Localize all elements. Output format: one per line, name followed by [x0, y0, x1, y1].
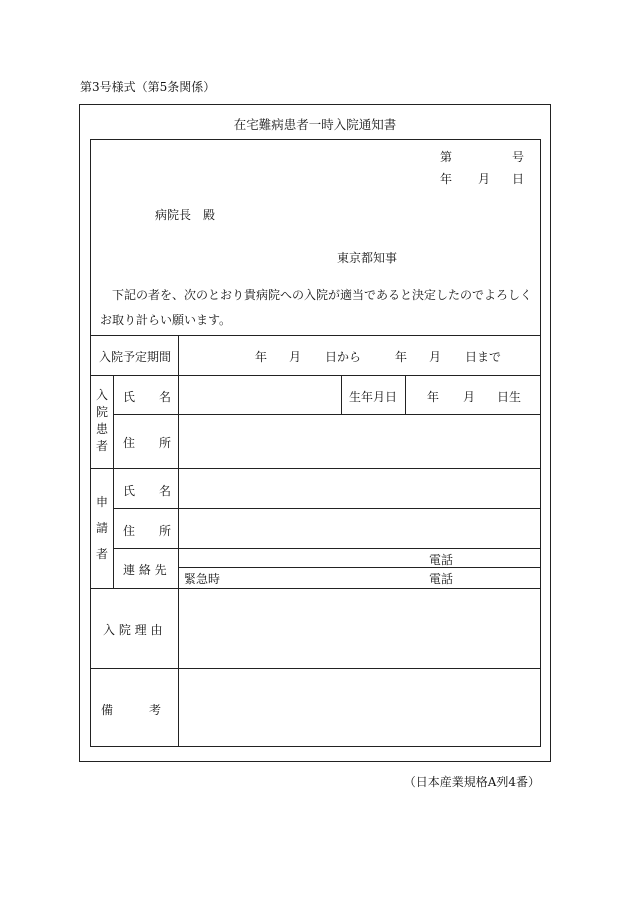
- paper-size-note: （日本産業規格A列4番）: [403, 775, 540, 789]
- doc-number-suffix: 号: [512, 150, 525, 164]
- period-month-1: 月: [289, 350, 302, 364]
- divider-birth-label-right: [405, 375, 406, 414]
- patient-birth-day: 日生: [497, 390, 522, 404]
- divider-label-column: [178, 335, 179, 746]
- issue-year: 年: [440, 172, 453, 186]
- divider-birth-label-left: [341, 375, 342, 414]
- patient-birth-month: 月: [463, 390, 476, 404]
- patient-address-label: 住 所: [123, 436, 172, 450]
- divider-reason: [91, 668, 540, 669]
- divider-contact: [178, 567, 540, 568]
- applicant-contact-label: 連 絡 先: [123, 563, 167, 577]
- issue-day: 日: [512, 172, 525, 186]
- patient-birth-label: 生年月日: [349, 390, 398, 404]
- applicant-emergency-label: 緊急時: [184, 572, 221, 586]
- period-until: 日まで: [465, 350, 502, 364]
- period-year-2: 年: [395, 350, 408, 364]
- doc-number-prefix: 第: [440, 150, 453, 164]
- patient-group-label: 入 院 患 者: [95, 388, 108, 453]
- form-number: 第3号様式（第5条関係）: [80, 80, 216, 94]
- remarks-label: 備 考: [101, 703, 162, 717]
- applicant-group-label: 申 請 者: [95, 495, 108, 561]
- period-year-1: 年: [255, 350, 268, 364]
- form-title: 在宅難病患者一時入院通知書: [233, 117, 397, 132]
- applicant-phone-label: 電話: [429, 553, 454, 567]
- issue-month: 月: [478, 172, 491, 186]
- divider-group-column: [113, 375, 114, 588]
- sender: 東京都知事: [337, 251, 398, 265]
- reason-label: 入 院 理 由: [103, 623, 163, 637]
- patient-name-label: 氏 名: [123, 390, 172, 404]
- addressee: 病院長 殿: [155, 208, 216, 222]
- period-from: 日から: [325, 350, 362, 364]
- notice-text: 下記の者を、次のとおり貴病院への入院が適当であると決定したのでよろしくお取り計らい願います。: [100, 288, 533, 327]
- divider-notice: [91, 335, 540, 336]
- period-month-2: 月: [429, 350, 442, 364]
- form-inner-frame: [90, 139, 541, 747]
- applicant-emergency-phone-label: 電話: [429, 572, 454, 586]
- divider-patient-address: [91, 468, 540, 469]
- divider-period: [91, 375, 540, 376]
- patient-birth-year: 年: [427, 390, 440, 404]
- period-label: 入院予定期間: [99, 350, 172, 364]
- applicant-address-label: 住 所: [123, 524, 172, 538]
- divider-applicant-contact: [91, 588, 540, 589]
- applicant-name-label: 氏 名: [123, 484, 172, 498]
